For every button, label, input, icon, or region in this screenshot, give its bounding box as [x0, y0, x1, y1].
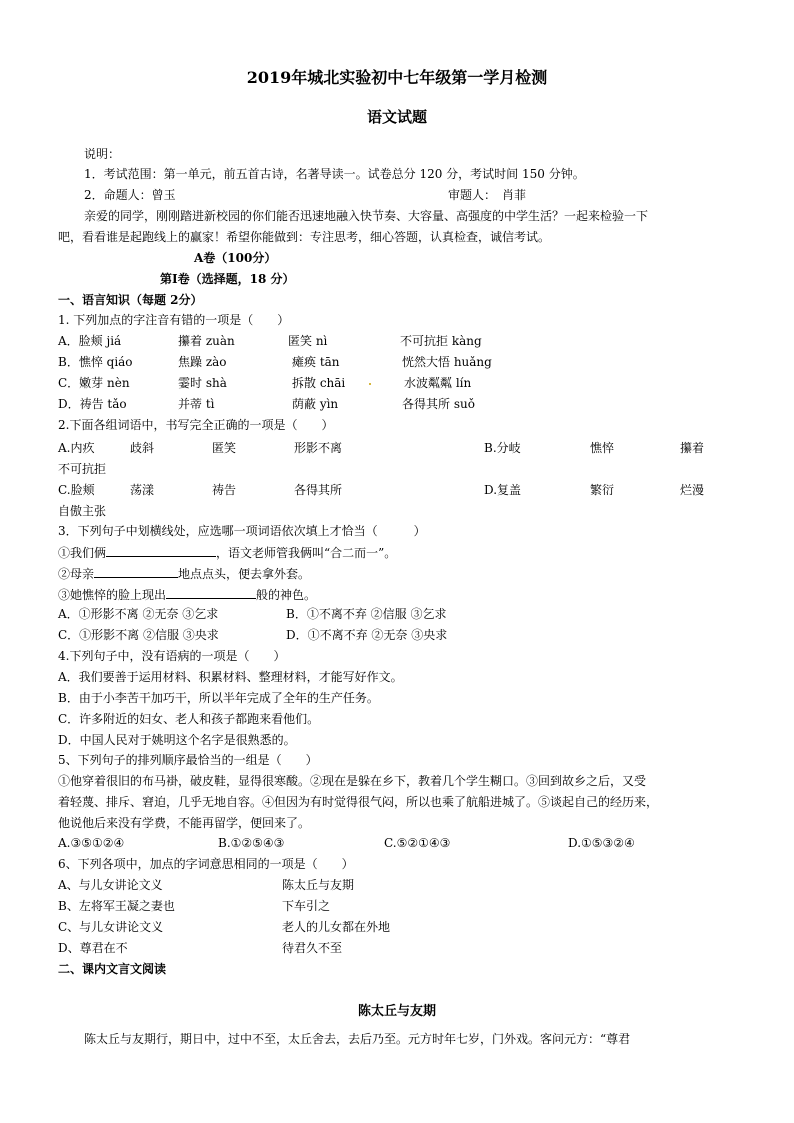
q2-d-1: D.复盖	[484, 483, 522, 497]
q5-option-a: A.③⑤①②④	[58, 836, 125, 850]
q3-option-b: B．①不离不弃 ②信服 ③乞求	[286, 607, 447, 621]
q1-row-c-1: C．嫩芽 nèn	[58, 376, 130, 390]
q3-stem: 3．下列句子中划横线处，应选哪一项词语依次填上才恰当（ ）	[58, 524, 426, 538]
fill-blank-3	[166, 586, 256, 599]
q6-stem: 6、下列各项中，加点的字词意思相同的一项是（ ）	[58, 857, 354, 871]
q3-sentence-2	[58, 565, 310, 582]
q1-row-b-4: 恍然大悟 huǎng	[402, 355, 492, 369]
q5-passage-line2: 着轻蔑、排斥、窘迫，几乎无地自容。④但因为有时觉得很气闷，所以也乘了航船进城了。⑤谈起自己的经历来，	[58, 795, 659, 809]
q2-a-1: A.内疚	[58, 441, 95, 455]
q2-c-1: C.脸颊	[58, 483, 95, 497]
q1-row-c-4: 水波粼粼 lín	[404, 376, 472, 390]
q3-sentence-1	[58, 544, 396, 561]
q2-c-2: 荡漾	[130, 483, 155, 497]
q1-stem: 1. 下列加点的字注音有错的一项是（ ）	[58, 313, 290, 327]
q5-stem: 5、下列句子的排列顺序最恰当的一组是（ ）	[58, 753, 318, 767]
intro-paragraph-line2: 吧，看看谁是起跑线上的赢家！希望你能做到：专注思考，细心答题，认真检查，诚信考试。	[58, 230, 551, 244]
q4-option-a: A．我们要善于运用材料、积累材料、整理材料，才能写好作文。	[58, 670, 403, 684]
q3-option-a: A．①形影不离 ②无奈 ③乞求	[58, 607, 219, 621]
q1-row-d-1: D．祷告 tǎo	[58, 397, 127, 411]
q4-option-b: B．由于小李苦干加巧干，所以半年完成了全年的生产任务。	[58, 691, 379, 705]
q2-d-continued: 自傲主张	[58, 504, 107, 518]
q6-c-right: 老人的儿女都在外地	[282, 920, 391, 934]
q3-s3-pre: ③她憔悴的脸上现出	[58, 588, 167, 602]
volume-a-title: A卷（100分）	[194, 251, 277, 265]
q6-b-right: 下车引之	[282, 899, 331, 913]
q6-a-right: 陈太丘与友期	[282, 878, 355, 892]
passage-title: 陈太丘与友期	[357, 1004, 436, 1019]
q3-s1-post: ，语文老师管我俩叫“合二而一”。	[216, 546, 397, 560]
q1-row-c-3: 拆散 chāi	[292, 376, 346, 390]
q5-passage-line1: ①他穿着很旧的布马褂，破皮鞋，显得很寒酸。②现在是躲在乡下，教着几个学生糊口。③回到故乡之后，又受	[58, 774, 647, 788]
fill-blank-1	[106, 544, 216, 557]
passage-text: 陈太丘与友期行，期日中，过中不至，太丘舍去，去后乃至。元方时年七岁，门外戏。客问元方：“尊君	[84, 1032, 631, 1046]
q3-s1-pre: ①我们俩	[58, 546, 107, 560]
emphasis-dot	[369, 383, 371, 385]
q2-a-3: 匿笑	[212, 441, 237, 455]
q3-s2-post: 地点点头，便去拿外套。	[178, 567, 311, 581]
q2-b-3: 攥着	[680, 441, 705, 455]
q1-row-d-3: 荫蔽 yìn	[292, 397, 339, 411]
section-1-title: 一、语言知识（每题 2分）	[58, 293, 203, 307]
q3-s3-post: 般的神色。	[256, 588, 317, 602]
q2-b-2: 憔悴	[590, 441, 615, 455]
q2-c-4: 各得其所	[294, 483, 343, 497]
q2-b-1: B.分岐	[484, 441, 521, 455]
q1-row-d-2: 并蒂 tì	[178, 397, 215, 411]
q2-a-2: 歧斜	[130, 441, 155, 455]
q3-sentence-3	[58, 586, 316, 603]
q4-option-c: C．许多附近的妇女、老人和孩子都跑来看他们。	[58, 712, 320, 726]
q1-row-a-2: 攥着 zuàn	[178, 334, 235, 348]
instruction-1: 1．考试范围：第一单元，前五首古诗，名著导读一。试卷总分 120 分，考试时间 150 分钟。	[84, 167, 585, 181]
q2-d-2: 繁衍	[590, 483, 615, 497]
q6-c-left: C、与儿女讲论文义	[58, 920, 164, 934]
q2-stem: 2.下面各组词语中，书写完全正确的一项是（ ）	[58, 418, 334, 432]
instructions-label: 说明：	[84, 147, 121, 161]
q5-option-c: C.⑤②①④③	[384, 836, 451, 850]
q2-d-3: 烂漫	[680, 483, 705, 497]
q6-d-left: D、尊君在不	[58, 941, 128, 955]
q5-option-b: B.①②⑤④③	[218, 836, 285, 850]
q4-option-d: D．中国人民对于姚明这个名字是很熟悉的。	[58, 733, 296, 747]
q1-row-d-4: 各得其所 suǒ	[402, 397, 475, 411]
q5-option-d: D.①⑤③②④	[568, 836, 635, 850]
q2-a-4: 形影不离	[294, 441, 343, 455]
q3-option-c: C．①形影不离 ②信服 ③央求	[58, 628, 219, 642]
q3-option-d: D．①不离不弃 ②无奈 ③央求	[286, 628, 448, 642]
q4-stem: 4.下列句子中，没有语病的一项是（ ）	[58, 649, 286, 663]
instruction-2-reviewer: 审题人： 肖菲	[448, 188, 527, 202]
q5-passage-line3: 他说他后来没有学费，不能再留学，便回来了。	[58, 816, 311, 830]
q6-b-left: B、左将军王凝之妻也	[58, 899, 175, 913]
fill-blank-2	[94, 565, 178, 578]
instruction-2-setter: 2．命题人：曾玉	[84, 188, 176, 202]
section-2-title: 二、课内文言文阅读	[58, 962, 167, 976]
q6-d-right: 待君久不至	[282, 941, 343, 955]
exam-subtitle: 语文试题	[366, 108, 427, 126]
q1-row-b-2: 焦躁 zào	[178, 355, 227, 369]
q1-row-a-3: 匿笑 nì	[288, 334, 328, 348]
intro-paragraph-line1: 亲爱的同学，刚刚踏进新校园的你们能否迅速地融入快节奏、大容量、高强度的中学生活？一起来检验一下	[84, 209, 649, 223]
exam-title: 2019年城北实验初中七年级第一学月检测	[246, 68, 548, 87]
q2-c-3: 祷告	[212, 483, 237, 497]
q1-row-c-2: 霎时 shà	[178, 376, 227, 390]
part-1-title: 第Ⅰ卷（选择题，18 分）	[160, 272, 295, 286]
q3-s2-pre: ②母亲	[58, 567, 95, 581]
q1-row-a-4: 不可抗拒 kàng	[400, 334, 482, 348]
q1-row-a-1: A．脸颊 jiá	[58, 334, 122, 348]
q6-a-left: A、与儿女讲论文义	[58, 878, 163, 892]
q2-b-continued: 不可抗拒	[58, 462, 107, 476]
q1-row-b-3: 瘫痪 tān	[292, 355, 340, 369]
q1-row-b-1: B．憔悴 qiáo	[58, 355, 133, 369]
